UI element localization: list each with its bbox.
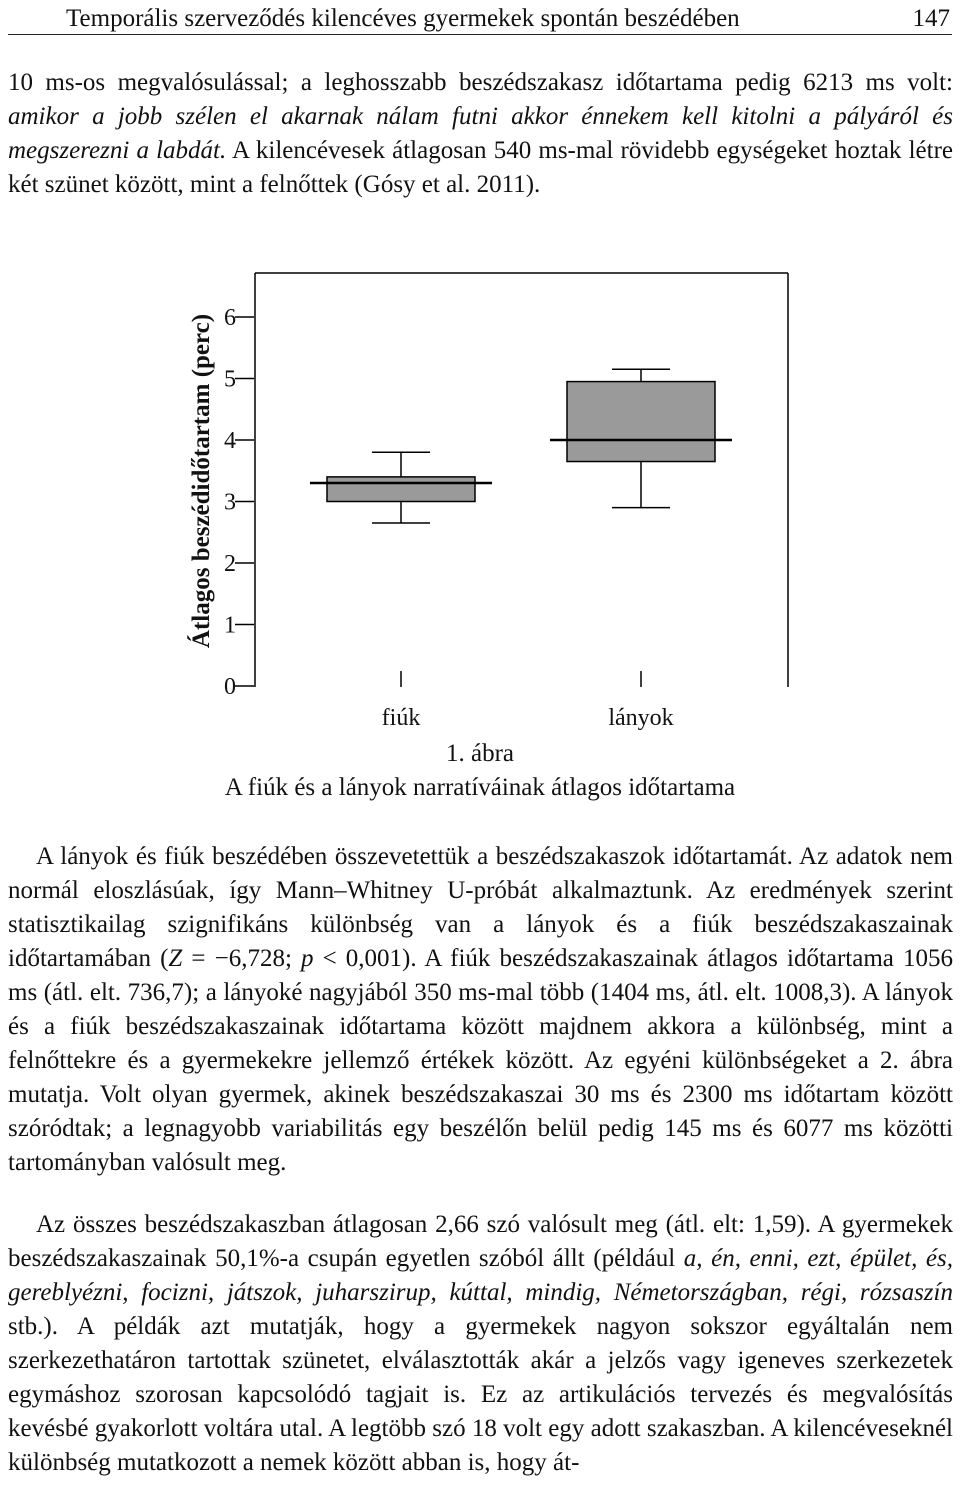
paragraph-text: 10 ms-os megvalósulással; a leghosszabb beszédszakasz időtartama pedig 6213 ms volt: bbox=[8, 69, 953, 96]
box-fiuk bbox=[327, 477, 475, 502]
box-lanyok bbox=[567, 382, 715, 462]
stat-p-symbol: p bbox=[301, 945, 314, 972]
x-tick-label: fiúk bbox=[381, 705, 421, 731]
paragraph-intro bbox=[8, 66, 953, 202]
paragraph-text: = −6,728; bbox=[182, 945, 302, 972]
x-tick-label: lányok bbox=[608, 705, 674, 731]
paragraph-results bbox=[8, 840, 953, 1180]
example-utterance: amikor a jobb szélen el akarnak nálam futni akkor énnekem kell kitolni a pályáról és megszerezni a labdát. bbox=[8, 103, 953, 164]
paragraph-text: A kilencévesek átlagosan 540 ms-mal rövidebb egységeket hoztak létre két szünet között, mint a felnőttek (Gósy et al. 2011). bbox=[8, 137, 953, 198]
figure-caption: A fiúk és a lányok narratíváinak átlagos időtartama bbox=[224, 774, 736, 801]
paragraph-text: A lányok és fiúk beszédében összevetettük a beszédszakaszok időtartamát. Az adatok nem normál eloszlásúak, így Mann–Whitney U-próbát alkalmaztunk. Az eredmények szerint statisztikailag szignifikáns különbség van a lányok és a fiúk beszédszakaszainak időtartamában ( bbox=[8, 843, 953, 972]
y-tick-label: 6 bbox=[224, 305, 236, 331]
y-tick-label: 0 bbox=[224, 674, 236, 700]
paragraph-words bbox=[8, 1208, 953, 1480]
figure-label: 1. ábra bbox=[445, 740, 515, 767]
y-tick-label: 2 bbox=[224, 551, 236, 577]
header-title: Temporális szerveződés kilencéves gyermekek spontán beszédében bbox=[66, 5, 740, 32]
paragraph-text: stb.). A példák azt mutatják, hogy a gyermekek nagyon sokszor egyáltalán nem szerkezethatáron tartottak szünetet, elválasztották akár a jelzős vagy igeneves szerkezetek egymáshoz szorosan kapcsolódó tagjait is. Ez az artikulációs tervezés és megvalósítás kevésbé gyakorlott voltára utal. A legtöbb szó 18 volt egy adott szakaszban. A kilencéveseknél különbség mutatkozott a nemek között abban is, hogy át- bbox=[8, 1313, 953, 1476]
page-number: 147 bbox=[912, 5, 950, 32]
y-tick-label: 5 bbox=[224, 366, 236, 393]
example-words: a, én, enni, ezt, épület, és, gereblyézni, focizni, játszok, juharszirup, kúttal, mindig, Németországban, régi, rózsaszín bbox=[8, 1245, 953, 1306]
y-tick-label: 3 bbox=[224, 489, 236, 516]
boxplot-chart bbox=[0, 255, 960, 735]
y-tick-label: 4 bbox=[224, 428, 236, 454]
running-header bbox=[8, 2, 952, 35]
y-tick-label: 1 bbox=[224, 612, 236, 639]
y-axis-label: Átlagos beszédidőtartam (perc) bbox=[188, 313, 215, 649]
paragraph-text: Az összes beszédszakaszban átlagosan 2,66 szó valósult meg (átl. elt: 1,59). A gyermekek beszédszakaszainak 50,1%-a csupán egyetlen szóból állt (például bbox=[8, 1211, 953, 1272]
stat-z-symbol: Z bbox=[168, 945, 183, 972]
paragraph-text: < 0,001). A fiúk beszédszakaszainak átlagos időtartama 1056 ms (átl. elt. 736,7); a lányoké nagyjából 350 ms-mal több (1404 ms, átl. elt. 1008,3). A lányok és a fiúk beszédszakaszainak időtartama között majdnem akkora a különbség, mint a felnőttekre és a gyermekekre jellemző értékek között. Az egyéni különbségeket a 2. ábra mutatja. Volt olyan gyermek, akinek beszédszakaszai 30 ms és 2300 ms időtartam között szóródtak; a legnagyobb variabilitás egy beszélőn belül pedig 145 ms és 6077 ms közötti tartományban valósult meg. bbox=[8, 945, 953, 1176]
